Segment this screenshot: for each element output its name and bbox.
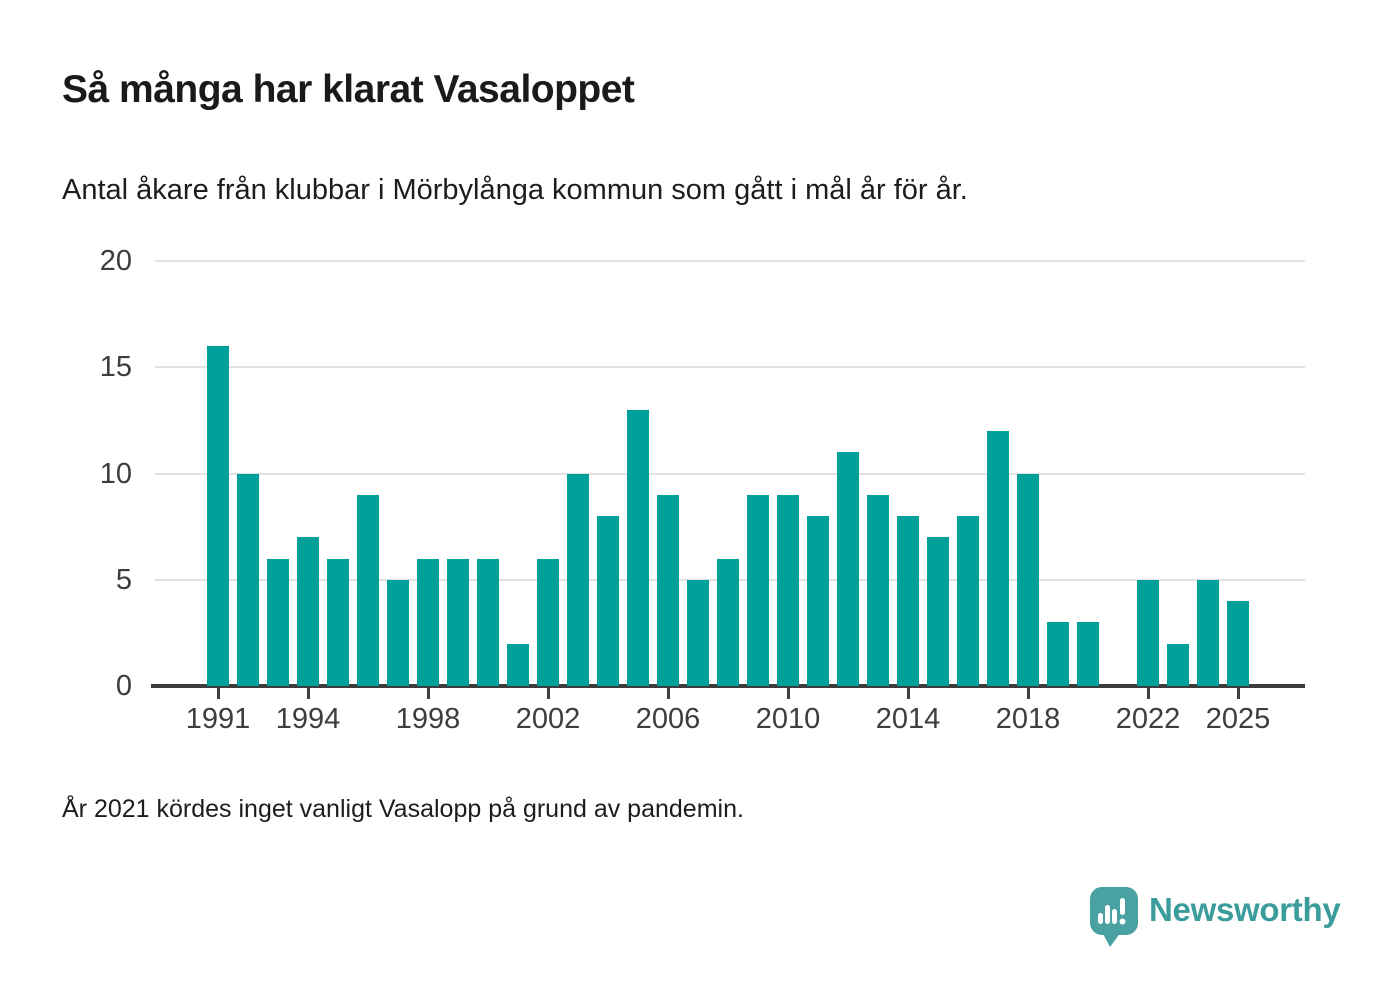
bar-2024 xyxy=(1197,580,1219,686)
newsworthy-logo xyxy=(1089,886,1340,948)
y-tick-label-5: 5 xyxy=(115,563,132,596)
y-tick-label-20: 20 xyxy=(99,245,132,277)
bar-2004 xyxy=(597,516,619,686)
bar-1993 xyxy=(267,559,289,687)
bar-2008 xyxy=(717,559,739,687)
bar-2011 xyxy=(807,516,829,686)
bar-1996 xyxy=(357,495,379,686)
chart-subtitle: Antal åkare från klubbar i Mörbylånga kommun som gått i mål år för år. xyxy=(62,174,968,206)
x-tick-2018 xyxy=(1027,688,1030,699)
bar-2025 xyxy=(1227,601,1249,686)
bar-2000 xyxy=(477,559,499,687)
bar-1992 xyxy=(237,474,259,687)
bar-2013 xyxy=(867,495,889,686)
bar-2019 xyxy=(1047,622,1069,686)
x-tick-1994 xyxy=(307,688,310,699)
y-tick-label-0: 0 xyxy=(115,670,132,702)
gridline-y-15 xyxy=(155,366,1305,368)
bar-2003 xyxy=(567,474,589,687)
x-tick-2006 xyxy=(667,688,670,699)
x-tick-label-2002: 2002 xyxy=(515,703,581,735)
x-tick-2022 xyxy=(1147,688,1150,699)
bar-1997 xyxy=(387,580,409,686)
x-tick-label-1994: 1994 xyxy=(275,703,341,735)
bar-2015 xyxy=(927,537,949,686)
bar-1998 xyxy=(417,559,439,687)
x-tick-2014 xyxy=(907,688,910,699)
bar-1991 xyxy=(207,346,229,686)
gridline-y-20 xyxy=(155,260,1305,262)
chart-footnote: År 2021 kördes inget vanligt Vasalopp på grund av pandemin. xyxy=(62,795,744,823)
plot-area xyxy=(155,261,1305,735)
x-tick-label-2018: 2018 xyxy=(995,703,1061,735)
bar-1994 xyxy=(297,537,319,686)
bar-1999 xyxy=(447,559,469,687)
x-tick-label-2022: 2022 xyxy=(1115,703,1181,735)
bar-2007 xyxy=(687,580,709,686)
bar-2005 xyxy=(627,410,649,686)
x-tick-1991 xyxy=(217,688,220,699)
bar-2022 xyxy=(1137,580,1159,686)
bar-1995 xyxy=(327,559,349,687)
gridline-y-10 xyxy=(155,473,1305,475)
bar-2014 xyxy=(897,516,919,686)
bar-2018 xyxy=(1017,474,1039,687)
bar-2006 xyxy=(657,495,679,686)
bar-2009 xyxy=(747,495,769,686)
y-tick-label-10: 10 xyxy=(99,457,132,490)
y-tick-label-15: 15 xyxy=(99,351,132,384)
x-tick-label-2025: 2025 xyxy=(1205,703,1271,735)
bar-2016 xyxy=(957,516,979,686)
bar-2017 xyxy=(987,431,1009,686)
bar-2020 xyxy=(1077,622,1099,686)
x-tick-2025 xyxy=(1237,688,1240,699)
x-tick-label-2014: 2014 xyxy=(875,703,941,735)
x-tick-2002 xyxy=(547,688,550,699)
x-tick-label-1998: 1998 xyxy=(395,703,461,735)
y-axis-labels xyxy=(0,245,140,702)
newsworthy-logo-icon xyxy=(1089,886,1139,948)
bar-2002 xyxy=(537,559,559,687)
x-tick-label-2006: 2006 xyxy=(635,703,701,735)
x-tick-label-2010: 2010 xyxy=(755,703,821,735)
bar-2012 xyxy=(837,452,859,686)
x-tick-2010 xyxy=(787,688,790,699)
bar-2023 xyxy=(1167,644,1189,687)
newsworthy-logo-text: Newsworthy xyxy=(1149,891,1341,928)
bar-2001 xyxy=(507,644,529,687)
page-title: Så många har klarat Vasaloppet xyxy=(62,68,635,111)
bar-2010 xyxy=(777,495,799,686)
x-tick-1998 xyxy=(427,688,430,699)
x-tick-label-1991: 1991 xyxy=(185,703,251,735)
